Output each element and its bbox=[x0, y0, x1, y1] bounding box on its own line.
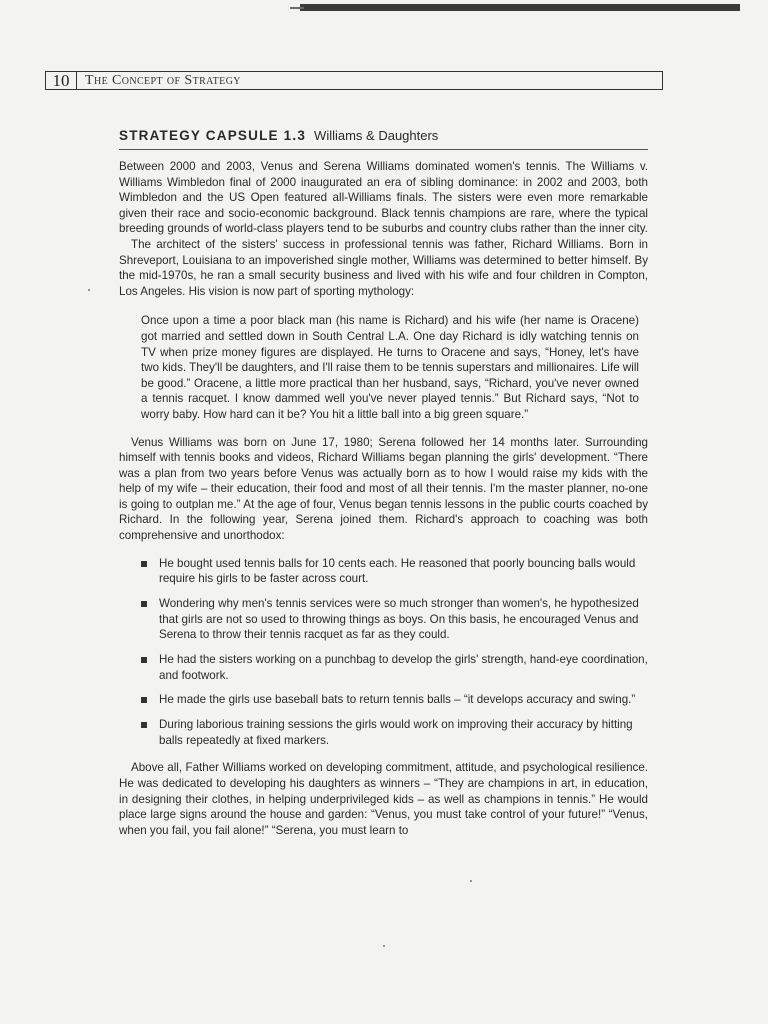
capsule-title: Williams & Daughters bbox=[314, 128, 439, 143]
list-item-text: He bought used tennis balls for 10 cents each. He reasoned that poorly bouncing balls would require his girls to be faster across court. bbox=[159, 556, 636, 586]
list-item bbox=[119, 596, 648, 643]
page-number: 10 bbox=[46, 72, 77, 89]
list-item-text: During laborious training sessions the girls would work on improving their accuracy by hitting balls repeatedly at fixed markers. bbox=[159, 718, 633, 747]
square-bullet-icon bbox=[141, 561, 147, 567]
quote-text: Once upon a time a poor black man (his name is Richard) and his wife (her name is Oracene) got married and settled down in South Central L.A. One day Richard is idly watching tennis on TV when prize money figures are displayed. He turns to Oracene and says, “Honey, let's have two kids. They'll be daughters, and I'll raise them to be tennis superstars and millionaires. Life will be good.” Oracene, a little more practical than her husband, says, “Richard, you've never owned a tennis racquet. I know dammed well you've never played tennis.” But Richard says, “Not to worry baby. How hard can it be? You hit a little ball into a big green square.” bbox=[141, 314, 639, 421]
running-header bbox=[45, 71, 663, 90]
scan-speck bbox=[470, 880, 472, 882]
list-item-text: He had the sisters working on a punchbag to develop the girls' strength, hand-eye coordination, and footwork. bbox=[159, 653, 648, 682]
list-item-text: He made the girls use baseball bats to return tennis balls – “it develops accuracy and swing.” bbox=[159, 693, 636, 707]
chapter-title: The Concept of Strategy bbox=[85, 72, 241, 88]
list-item bbox=[119, 692, 648, 708]
coaching-list bbox=[119, 556, 648, 749]
square-bullet-icon bbox=[141, 657, 147, 663]
list-item bbox=[119, 652, 648, 683]
paragraph-resilience: Above all, Father Williams worked on developing commitment, attitude, and psychological resilience. He was dedicated to developing his daughters as winners – “They are champions in art, in education, in designing their clothes, in helping underprivileged kids – as well as champions in tennis.” He would place large signs around the house and garden: “Venus, you must take control of your future!” “Venus, when you fail, you fail alone!” “Serena, you must learn to bbox=[119, 761, 648, 837]
paragraph-intro: Between 2000 and 2003, Venus and Serena Williams dominated women's tennis. The Williams v. Williams Wimbledon final of 2000 inaugurated an era of sibling dominance: in 2002 and 2003, both Wimbledon and the US Open featured all-Williams finals. The sisters were even more remarkable given their race and socio-economic background. Black tennis champions are rare, where the typical breeding grounds of world-class players tend to be suburbs and country clubs rather than the inner city. bbox=[119, 160, 648, 236]
list-item bbox=[119, 556, 648, 587]
block-quote bbox=[141, 313, 639, 422]
capsule-label: STRATEGY CAPSULE 1.3 bbox=[119, 128, 307, 143]
square-bullet-icon bbox=[141, 601, 147, 607]
list-item bbox=[119, 717, 648, 748]
paragraph-birth: Venus Williams was born on June 17, 1980; Serena followed her 14 months later. Surrounding himself with tennis books and videos, Richard Williams began planning the girls' development. “There was a plan from two years before Venus was actually born as to how I would raise my kids with the help of my wife – their education, their food and most of all their tennis. I'm the master planner, no-one is going to outplan me.” At the age of four, Venus began tennis lessons in the public courts coached by Richard. In the following year, Serena joined them. Richard's approach to coaching was both comprehensive and unorthodox: bbox=[119, 435, 648, 543]
capsule-heading bbox=[119, 128, 648, 150]
scan-edge-bar bbox=[300, 4, 740, 11]
paragraph-architect: The architect of the sisters' success in professional tennis was father, Richard Williams. Born in Shreveport, Louisiana to an impoverished single mother, Williams was determined to better himself. By the mid-1970s, he ran a small security business and lived with his wife and four children in Compton, Los Angeles. His vision is now part of sporting mythology: bbox=[119, 237, 648, 298]
list-item-text: Wondering why men's tennis services were so much stronger than women's, he hypothesized that girls are not so used to throwing things as boys. On this basis, he encouraged Venus and Serena to throw their tennis racquet as far as they could. bbox=[159, 597, 639, 642]
square-bullet-icon bbox=[141, 697, 147, 703]
square-bullet-icon bbox=[141, 722, 147, 728]
capsule-content bbox=[119, 128, 648, 838]
scan-speck bbox=[383, 945, 385, 947]
scan-speck bbox=[88, 289, 90, 291]
